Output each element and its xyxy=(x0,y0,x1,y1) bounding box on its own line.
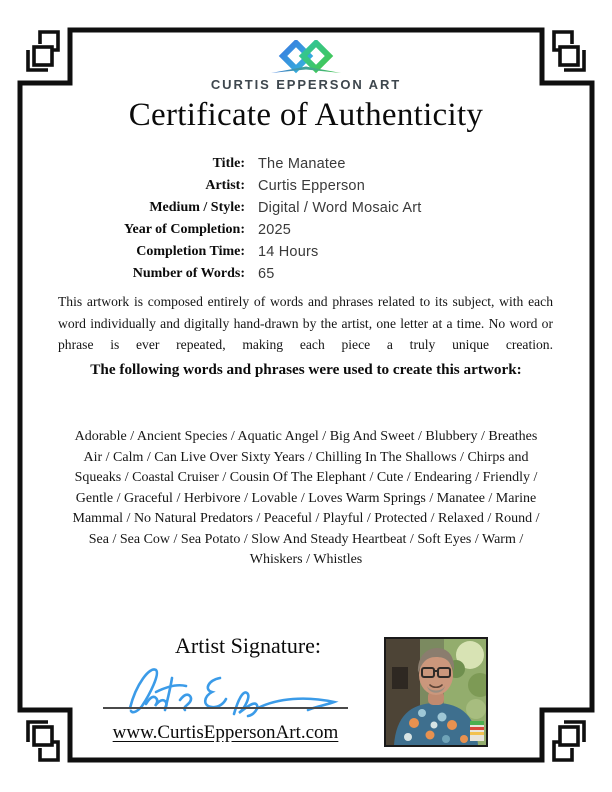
artwork-details xyxy=(53,153,559,285)
detail-value-title: The Manatee xyxy=(258,156,346,172)
corner-ornament-bottom-left xyxy=(28,722,58,760)
detail-label-artist: Artist: xyxy=(205,178,245,193)
artwork-description: This artwork is composed entirely of words and phrases related to its subject, with each word individually and digitally hand-drawn by the artist, one letter at a time. No word or phrase is ever repeated, making each piece a truly unique creation. xyxy=(58,294,553,352)
detail-value-completion-time: 14 Hours xyxy=(258,244,319,260)
brand-name: CURTIS EPPERSON ART xyxy=(210,77,402,92)
corner-ornament-bottom-right xyxy=(554,722,584,760)
words-list: Adorable / Ancient Species / Aquatic Angel / Big And Sweet / Blubbery / Breathes Air / Calm / Can Live Over Sixty Years / Chilling In The Shallows / Chirps and Squeaks / Coastal Cruiser / Cousin Of The Elephant / Cute / Endearing / Friendly / Gentle / Graceful / Herbivore / Lovable / Loves Warm Springs / Manatee / Marine Mammal / No Natural Predators / Peaceful / Playful / Protected / Relaxed / Round / Sea / Sea Cow / Sea Potato / Slow And Steady Heartbeat / Soft Eyes / Warm / Whiskers / Whistles xyxy=(72,429,540,567)
signature-line xyxy=(103,707,348,709)
detail-value-artist: Curtis Epperson xyxy=(258,178,365,194)
detail-value-medium: Digital / Word Mosaic Art xyxy=(258,200,422,216)
detail-label-word-count: Number of Words: xyxy=(132,266,245,281)
detail-label-medium: Medium / Style: xyxy=(149,200,245,215)
detail-label-title: Title: xyxy=(212,156,245,171)
brand-logo xyxy=(0,40,612,92)
artist-photo xyxy=(384,637,488,747)
certificate-title: Certificate of Authenticity xyxy=(128,97,484,133)
artist-signature-icon xyxy=(116,658,356,718)
website-link[interactable]: www.CurtisEppersonArt.com xyxy=(112,722,339,743)
artist-signature-label: Artist Signature: xyxy=(175,633,322,658)
detail-value-year: 2025 xyxy=(258,222,292,238)
detail-label-completion-time: Completion Time: xyxy=(136,244,245,259)
detail-value-word-count: 65 xyxy=(258,266,275,282)
detail-label-year: Year of Completion: xyxy=(123,222,245,237)
ce-monogram-icon xyxy=(269,40,343,74)
words-heading: The following words and phrases were used to create this artwork: xyxy=(90,361,522,378)
